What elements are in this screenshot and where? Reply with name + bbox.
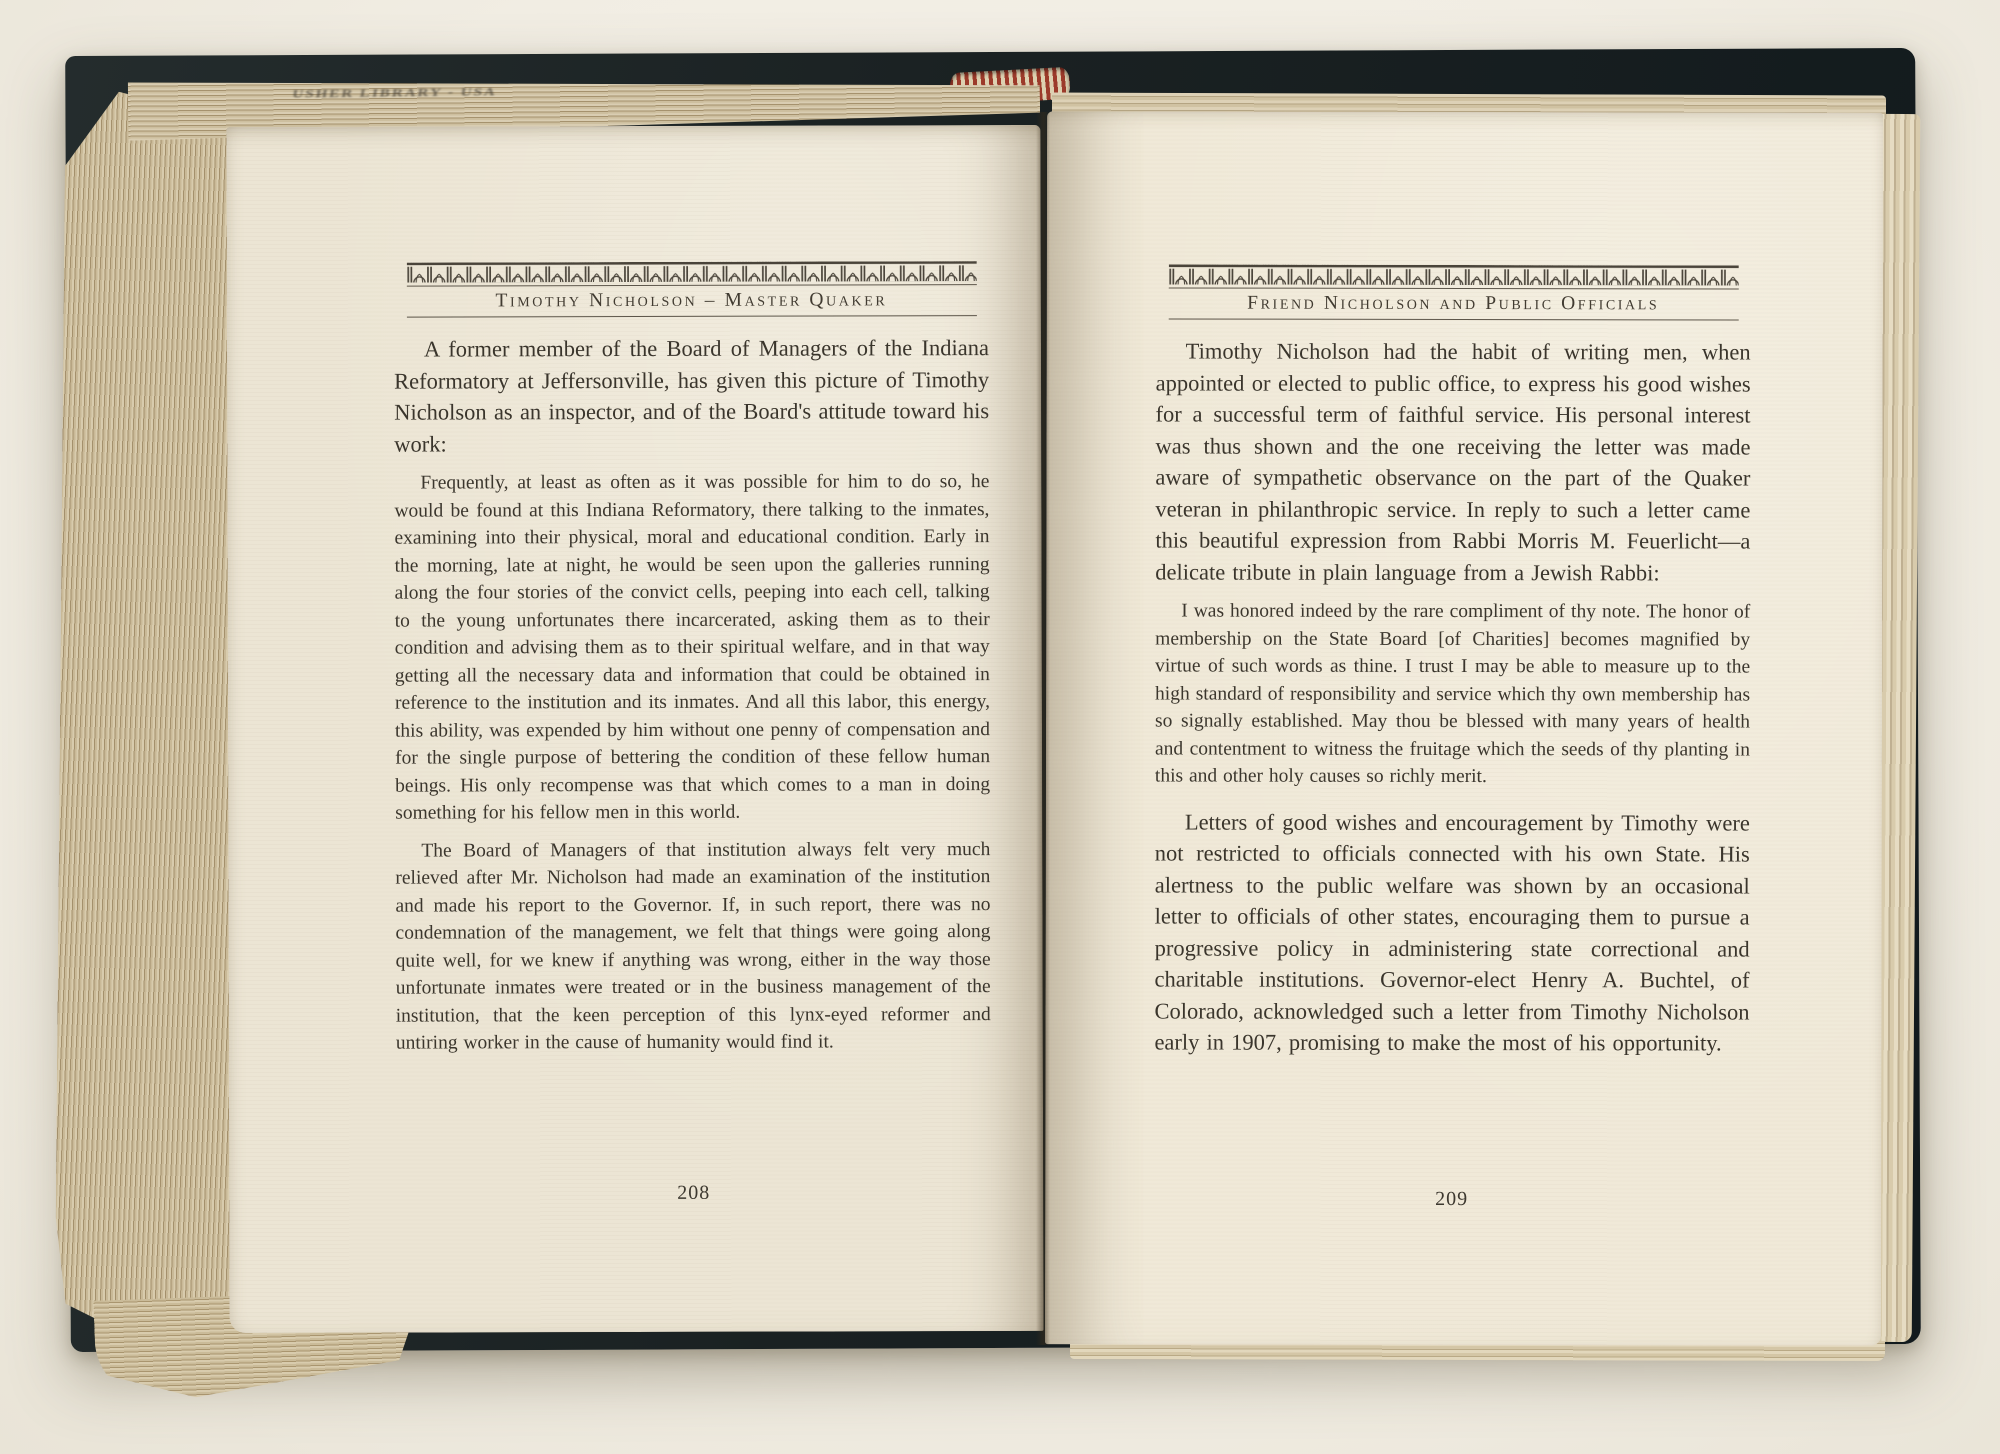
page-number-right: 209: [1435, 1187, 1469, 1211]
ornament-band-icon: [1168, 264, 1738, 285]
running-head-right: Friend Nicholson and Public Officials: [1247, 292, 1660, 315]
page-number-left: 208: [677, 1181, 711, 1204]
paragraph-intro-right: Timothy Nicholson had the habit of writing men, when appointed or elected to public office, to express his good wishes for a successful term of faithful service. His personal interest was thus shown and the one receiving the letter was made aware of sympathetic observance on the part of the Quaker veteran in philanthropic service. In reply to such a letter came this beautiful expression from Rabbi Morris M. Feuerlicht—a delicate tribute in plain language from a Jewish Rabbi:: [1155, 338, 1751, 585]
header-rule-top-right: [1168, 287, 1738, 289]
left-page-content: [394, 261, 991, 1057]
ornament-band-icon: [406, 261, 976, 282]
gutter-fold-shadow: [1036, 112, 1050, 1345]
paragraph-intro-left: A former member of the Board of Managers of the Indiana Reformatory at Jeffersonville, has given this picture of Timothy Nicholson as an inspector, and of the Board's attitude toward his work:: [394, 335, 990, 457]
header-rule-bottom-left: [406, 315, 976, 317]
header-rule-bottom-right: [1168, 318, 1738, 320]
paragraph-quote-right: I was honored indeed by the rare compliment of thy note. The honor of membership on the State Board [of Charities] becomes magnified by virtue of such words as thine. I trust I may be able to measure up to the high standard of responsibility and service which thy own membership has so signally established. May thou be blessed with many years of health and contentment to witness the fruitage which the seeds of thy planting in this and other holy causes so richly merit.: [1154, 600, 1751, 788]
library-edge-stamp: USHER LIBRARY - USA: [291, 85, 498, 101]
paragraph-closing-right: Letters of good wishes and encouragement by Timothy were not restricted to officials connected with his own State. His alertness to the public welfare was shown by an occasional letter to officials of other states, encouraging them to pursue a progressive policy in administering state correctional and charitable institutions. Governor-elect Henry A. Buchtel, of Colorado, acknowledged such a letter from Timothy Nicholson early in 1907, promising to make the most of his opportunity.: [1154, 809, 1750, 1056]
paragraph-quote1-left: Frequently, at least as often as it was possible for him to do so, he would be found at this Indiana Reformatory, there talking to the inmates, examining into their physical, moral and educational condition. Early in the morning, late at night, he would be seen upon the galleries running along the four stories of the convict cells, peeping into each cell, talking to the young unfortunates there incarcerated, asking them as to their condition and advising them as to their spiritual welfare, and in that way getting all the necessary data and information that could be obtained in reference to the institution and its inmates. And all this labor, this energy, this ability, was expended by him without one penny of compensation and for the single purpose of bettering the condition of these fellow human beings. His only recompense was that which comes to a man in doing something for his fellow men in this world.: [394, 471, 991, 824]
left-page: [226, 125, 1043, 1333]
right-page-content: [1154, 264, 1750, 1059]
header-rule-top-left: [406, 284, 976, 286]
running-head-left: Timothy Nicholson – Master Quaker: [495, 289, 888, 312]
paragraph-quote2-left: The Board of Managers of that institution always felt very much relieved after Mr. Nicholson had made an examination of the institution and made his report to the Governor. If, in such report, there was no condemnation of the management, we felt that things were going along quite well, for we knew if anything was wrong, either in the way those unfortunate inmates were treated or in the business management of the institution, that the keen perception of this lynx-eyed reformer and untiring worker in the cause of humanity would find it.: [395, 838, 991, 1054]
fore-edge-page-stack-left: [55, 91, 244, 1343]
right-page: [1045, 111, 1883, 1345]
